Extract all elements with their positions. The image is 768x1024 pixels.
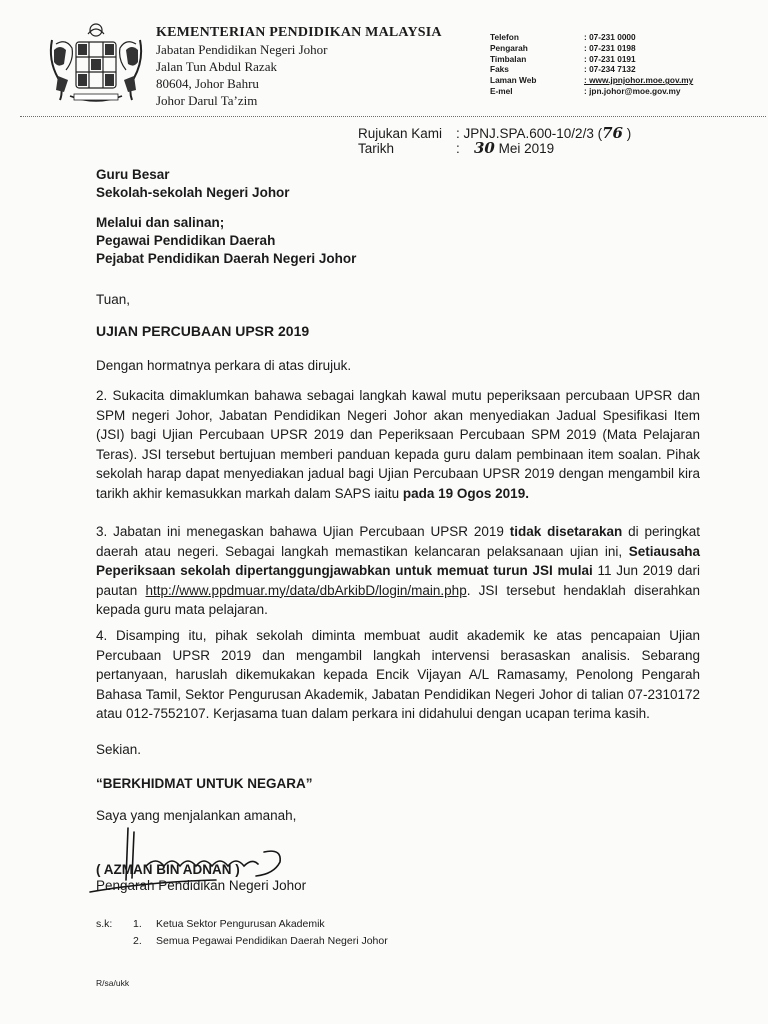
reference-label: Rujukan Kami bbox=[358, 126, 443, 141]
address-line: Jabatan Pendidikan Negeri Johor bbox=[156, 42, 328, 57]
contact-value: : 07-231 0000 bbox=[584, 32, 636, 42]
copy-item bbox=[96, 933, 388, 950]
address-line: Johor Darul Ta’zim bbox=[156, 93, 258, 108]
date-colon: : bbox=[456, 141, 460, 156]
closing-line: Sekian. bbox=[96, 742, 142, 757]
date-value bbox=[474, 141, 554, 156]
date-row bbox=[358, 141, 631, 156]
recipient-line: Guru Besar bbox=[96, 167, 170, 182]
reference-close: ) bbox=[622, 126, 632, 141]
ministry-block bbox=[156, 24, 442, 109]
date-month-year: Mei 2019 bbox=[494, 141, 555, 156]
deadline-emphasis: pada 19 Ogos 2019. bbox=[402, 485, 529, 501]
copy-recipient: Ketua Sektor Pengurusan Akademik bbox=[156, 918, 325, 930]
motto: “BERKHIDMAT UNTUK NEGARA” bbox=[96, 776, 313, 791]
subject-heading: UJIAN PERCUBAAN UPSR 2019 bbox=[96, 323, 310, 339]
contact-label: Laman Web bbox=[490, 75, 537, 86]
contact-row bbox=[490, 32, 693, 43]
signatory-title: Pengarah Pendidikan Negeri Johor bbox=[96, 878, 307, 893]
coat-of-arms-logo bbox=[44, 20, 148, 108]
date-label: Tarikh bbox=[358, 141, 395, 156]
contact-label: Pengarah bbox=[490, 42, 528, 53]
contact-row bbox=[490, 64, 693, 75]
contact-value: : 07-231 0191 bbox=[584, 53, 636, 64]
copy-number: 1. bbox=[133, 918, 142, 930]
copies-list bbox=[96, 916, 388, 950]
header-divider bbox=[20, 116, 766, 117]
signatory-name: ( AZMAN BIN ADNAN ) bbox=[96, 862, 240, 877]
contact-value: : 07-231 0198 bbox=[584, 42, 636, 53]
emphasis-text: Setiausaha Peperiksaan sekolah dipertanggungjawabkan untuk memuat turun JSI mulai bbox=[96, 543, 700, 579]
sign-off: Saya yang menjalankan amanah, bbox=[96, 808, 297, 823]
salutation: Tuan, bbox=[96, 292, 131, 307]
contact-row bbox=[490, 75, 693, 86]
reference-number: : JPNJ.SPA.600-10/2/3 ( bbox=[456, 126, 603, 141]
paragraph-3-text: 3. Jabatan ini menegaskan bahawa Ujian Percubaan UPSR 2019 bbox=[96, 524, 510, 539]
recipient-line: Pegawai Pendidikan Daerah bbox=[96, 233, 276, 248]
contact-row bbox=[490, 54, 693, 65]
via-line: Melalui dan salinan; bbox=[96, 215, 225, 230]
download-link[interactable]: http://www.ppdmuar.my/data/dbArkibD/login/main.php bbox=[145, 582, 467, 598]
reference-block bbox=[358, 126, 631, 156]
paragraph-3 bbox=[96, 522, 700, 620]
paragraph-2 bbox=[96, 386, 700, 504]
contact-row bbox=[490, 43, 693, 54]
contact-label: Timbalan bbox=[490, 53, 527, 64]
contact-row bbox=[490, 86, 693, 97]
paragraph-3-text: 11 Jun 2019 dari pautan bbox=[96, 563, 700, 598]
email-link[interactable]: : jpn.johor@moe.gov.my bbox=[584, 85, 681, 96]
paragraph-3-text: di peringkat daerah atau negeri. Sebagai langkah memastikan kelancaran pelaksanaan ujian ini, bbox=[96, 524, 700, 559]
reference-initials: R/sa/ukk bbox=[96, 978, 130, 988]
contact-label: Telefon bbox=[490, 32, 519, 42]
contact-label: E-mel bbox=[490, 85, 513, 96]
contact-label: Faks bbox=[490, 64, 509, 75]
address-line: Jalan Tun Abdul Razak bbox=[156, 59, 277, 74]
paragraph-3-text: . JSI tersebut hendaklah diserahkan kepada guru mata pelajaran. bbox=[96, 582, 701, 618]
recipient-block bbox=[96, 166, 700, 268]
website-link[interactable]: : www.jpnjohor.moe.gov.my bbox=[584, 75, 694, 86]
copy-item bbox=[96, 916, 388, 933]
copies-label: s.k: bbox=[96, 918, 113, 930]
recipient-line: Sekolah-sekolah Negeri Johor bbox=[96, 185, 290, 200]
contact-details bbox=[490, 32, 693, 97]
contact-value: : 07-234 7132 bbox=[584, 64, 636, 75]
address-line: 80604, Johor Bahru bbox=[156, 76, 259, 91]
copy-number: 2. bbox=[133, 935, 142, 947]
opening-line: Dengan hormatnya perkara di atas dirujuk. bbox=[96, 358, 352, 373]
handwritten-day: 30 bbox=[474, 139, 495, 157]
paragraph-4: 4. Disamping itu, pihak sekolah diminta membuat audit akademik ke atas pencapaian Ujian Percubaan UPSR 2019 dan mengambil langkah intervensi berasaskan analisis. Sebarang pertanyaan, haruslah dikemukakan kepada Encik Vijayan A/L Ramasamy, Penolong Pengarah Bahasa Tamil, Sektor Pengurusan Akademik, Jabatan Pendidikan Negeri Johor di talian 07-2310172 atau 012-7552107. Kerjasama tuan dalam perkara ini didahului dengan ucapan terima kasih. bbox=[96, 628, 700, 722]
ministry-name: KEMENTERIAN PENDIDIKAN MALAYSIA bbox=[156, 25, 442, 40]
recipient-line: Pejabat Pendidikan Daerah Negeri Johor bbox=[96, 251, 357, 266]
paragraph-2-text: 2. Sukacita dimaklumkan bahawa sebagai langkah kawal mutu peperiksaan percubaan UPSR dan SPM negeri Johor, Jabatan Pendidikan Negeri Johor akan menyediakan Jadual Spesifikasi Item (JSI) bagi Ujian Percubaan UPSR 2019 dan Peperiksaan Percubaan SPM 2019 (Mata Pelajaran Teras). JSI tersebut bertujuan memberi panduan kepada guru dalam pembinaan item soalan. Pihak sekolah harap dapat menyediakan jadual bagi Ujian Percubaan UPSR 2019 dengan mengambil kira tarikh akhir kemasukkan markah dalam SAPS iaitu bbox=[96, 388, 700, 501]
handwritten-number: 76 bbox=[602, 124, 623, 142]
copy-recipient: Semua Pegawai Pendidikan Daerah Negeri Johor bbox=[156, 935, 388, 947]
emphasis-text: tidak disetarakan bbox=[509, 524, 623, 539]
